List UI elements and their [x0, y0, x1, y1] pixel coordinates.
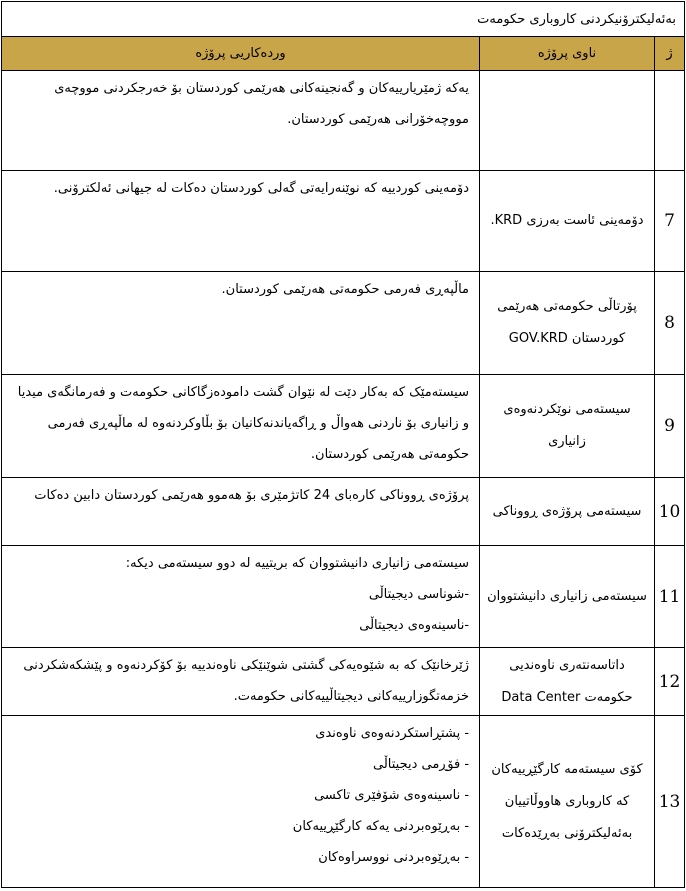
details-bullet: - ناسینەوەی شۆفێری تاکسی	[314, 788, 470, 803]
project-details	[2, 375, 480, 478]
project-name	[480, 71, 655, 171]
details-line: سیستەمێک کە بەکار دێت لە نێوان گشت دامودەزگاکانی حکومەت و فەرمانگەی میدیا و زانیاری بۆ ناردنی هەواڵ و ڕاگەیاندنەکانیان بۆ بڵاوکردنەوە لە ماڵپەڕی فەرمی حکومەتی هەرێمی کوردستان.	[17, 385, 470, 462]
details-line: دۆمەینی کوردییە کە نوێنەرایەتی گەلی کوردستان دەکات لە جیهانی ئەلکترۆنی.	[53, 181, 470, 196]
details-line: پرۆژەی ڕووناکی کارەبای 24 کاتژمێری بۆ هەموو هەرێمی کوردستان دابین دەکات	[34, 488, 470, 503]
details-bullet: - بەڕێوەبردنی یەکە کارگێڕییەکان	[292, 819, 470, 834]
header-project-name: ناوی پرۆژە	[480, 37, 655, 71]
project-details	[2, 71, 480, 171]
details-bullet: - بەڕێوەبردنی نووسراوەکان	[318, 850, 470, 865]
project-details	[2, 716, 480, 888]
project-name: داتاسەنتەری ناوەندیی حکومەت Data Center	[480, 648, 655, 716]
table-row	[2, 375, 685, 478]
row-number: 13	[655, 716, 685, 888]
details-line: سیستەمی زانیاری دانیشتووان کە بریتییە لە دوو سیستەمی دیکە:	[125, 556, 470, 571]
table-row	[2, 478, 685, 546]
project-details	[2, 171, 480, 272]
details-bullet: - فۆڕمی دیجیتاڵی	[372, 757, 470, 772]
details-bullet: -شوناسی دیجیتاڵی	[368, 587, 470, 602]
table-row	[2, 171, 685, 272]
project-details	[2, 272, 480, 375]
project-details	[2, 478, 480, 546]
details-line: ماڵپەڕی فەرمی حکومەتی هەرێمی کوردستان.	[221, 282, 470, 297]
table-row	[2, 716, 685, 888]
row-number	[655, 71, 685, 171]
table-title: بەئەلیکترۆنیکردنی کاروباری حکومەت	[2, 2, 685, 37]
row-number: 12	[655, 648, 685, 716]
project-name: سیستەمی پرۆژەی ڕووناکی	[480, 478, 655, 546]
row-number: 11	[655, 546, 685, 648]
row-number: 8	[655, 272, 685, 375]
project-name: سیستەمی زانیاری دانیشتووان	[480, 546, 655, 648]
row-number: 7	[655, 171, 685, 272]
header-project-details: وردەکاریی پرۆژە	[2, 37, 480, 71]
details-bullet: - پشتڕاستکردنەوەی ناوەندی	[315, 726, 470, 741]
project-name: دۆمەینی ئاست بەرزی KRD.	[480, 171, 655, 272]
details-line: یەکە ژمێریارییەکان و گەنجینەکانی هەرێمی کوردستان بۆ خەرجکردنی مووچەی مووچەخۆرانی هەرێمی کوردستان.	[54, 81, 470, 127]
table-row	[2, 648, 685, 716]
row-number: 10	[655, 478, 685, 546]
details-bullet: -ناسینەوەی دیجیتاڵی	[359, 618, 470, 633]
project-name: کۆی سیستەمە کارگێڕییەکان کە کاروباری هاووڵاتییان بەئەلیکترۆنی بەڕێدەکات	[480, 716, 655, 888]
row-number: 9	[655, 375, 685, 478]
table-row	[2, 71, 685, 171]
header-row	[2, 37, 685, 71]
project-details	[2, 648, 480, 716]
project-details	[2, 546, 480, 648]
document-page	[1, 1, 684, 888]
table-row	[2, 272, 685, 375]
header-number: ژ	[655, 37, 685, 71]
projects-table	[1, 1, 685, 888]
project-name: سیستەمی نوێکردنەوەی زانیاری	[480, 375, 655, 478]
table-row	[2, 546, 685, 648]
project-name: پۆرتاڵی حکومەتی هەرێمی کوردستان GOV.KRD	[480, 272, 655, 375]
details-line: ژێرخانێک کە بە شێوەیەکی گشتی شوێنێکی ناوەندییە بۆ کۆکردنەوە و پێشکەشکردنی خزمەتگوزارییەکانی دیجیتاڵییەکانی حکومەت.	[23, 658, 470, 704]
